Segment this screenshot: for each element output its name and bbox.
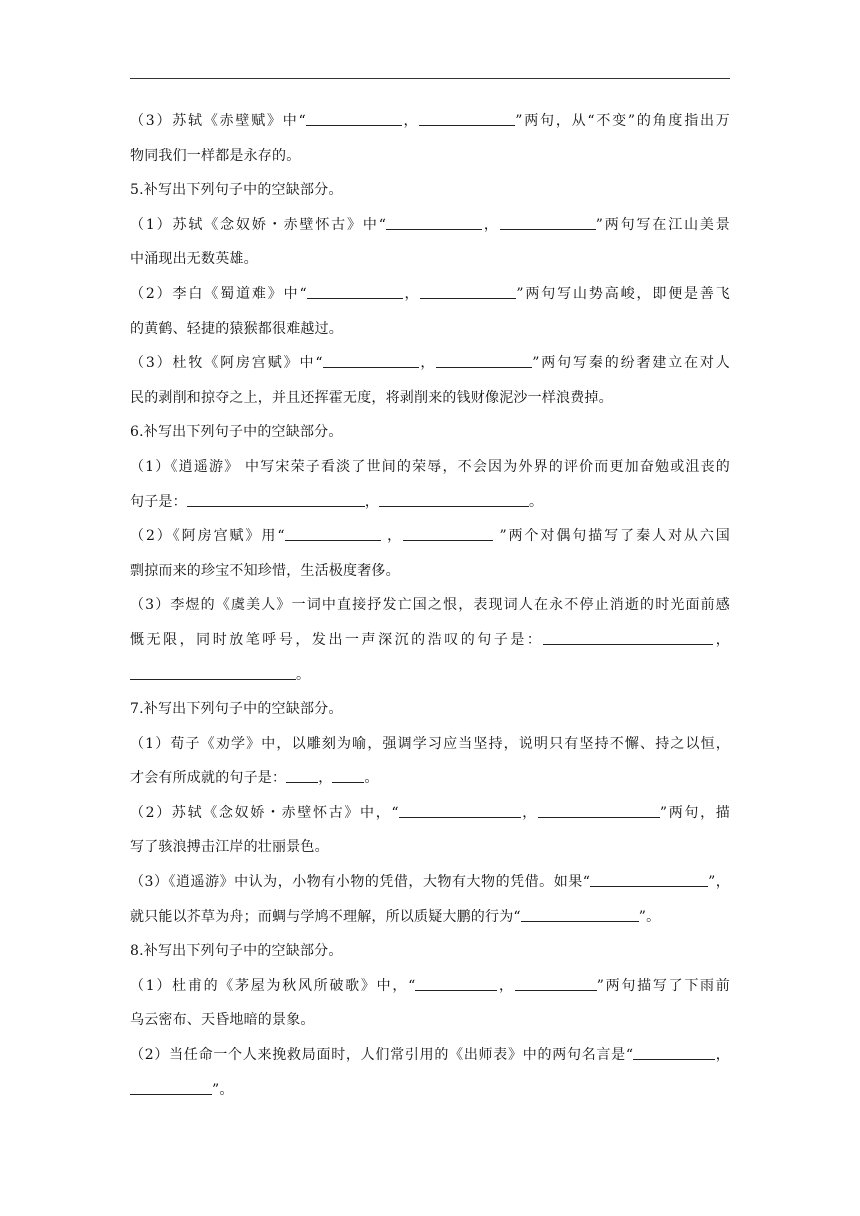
fill-in-blank xyxy=(403,526,493,541)
text-line xyxy=(130,658,730,693)
line-text: （2）《阿房宫赋》用“ xyxy=(130,528,285,545)
line-text: （1）苏轼《念奴娇・赤壁怀古》中“ xyxy=(130,216,387,233)
line-text: ”两句描写了下雨前 xyxy=(596,977,730,994)
line-text: 民的剥削和掠夺之上，并且还挥霍无度，将剥削来的钱财像泥沙一样浪费掉。 xyxy=(130,389,613,406)
line-text: 句子是： xyxy=(130,493,187,510)
line-text: 物同我们一样都是永存的。 xyxy=(130,147,301,164)
text-line xyxy=(130,346,730,381)
line-text: 就只能以芥草为舟；而蜩与学鸠不理解，所以质疑大鹏的行为“ xyxy=(130,908,521,925)
line-text: （3）李煜的《虞美人》一词中直接抒发亡国之恨，表现词人在永不停止消逝的时光面前感 xyxy=(130,597,730,614)
line-text: ”两句，描 xyxy=(659,804,730,821)
fill-in-blank xyxy=(286,768,318,783)
line-text: ”， xyxy=(708,874,730,891)
line-text: ， xyxy=(715,1047,731,1064)
line-text: ”两个对偶句描写了秦人对从六国 xyxy=(493,528,730,545)
fill-in-blank xyxy=(130,1080,212,1095)
fill-in-blank xyxy=(419,111,515,126)
line-text: ， xyxy=(713,631,731,648)
line-text: 乌云密布、天昏地暗的景象。 xyxy=(130,1012,315,1029)
fill-in-blank xyxy=(543,630,713,645)
line-text: ”两句，从“不变”的角度指出万 xyxy=(515,113,730,129)
fill-in-blank xyxy=(420,284,516,299)
text-line xyxy=(130,623,730,658)
line-text: ”。 xyxy=(638,908,661,925)
fill-in-blank xyxy=(521,907,639,922)
fill-in-blank xyxy=(332,768,364,783)
fill-in-blank xyxy=(306,111,402,126)
text-line xyxy=(130,242,730,277)
line-text: （2）当任命一个人来挽救局面时，人们常引用的《出师表》中的两句名言是“ xyxy=(130,1047,634,1064)
text-line xyxy=(130,173,730,208)
line-text: ， xyxy=(402,285,421,302)
line-text: （2）李白《蜀道难》中“ xyxy=(130,285,307,302)
fill-in-blank xyxy=(307,284,403,299)
line-text: 才会有所成就的句子是： xyxy=(130,770,287,787)
line-text: ， xyxy=(401,113,420,129)
line-text: 。 xyxy=(296,666,311,683)
line-text: 7.补写出下列句子中的空缺部分。 xyxy=(130,701,343,718)
text-line xyxy=(130,969,730,1004)
text-line xyxy=(130,519,730,554)
fill-in-blank xyxy=(386,215,482,230)
text-line xyxy=(130,415,730,450)
fill-in-blank xyxy=(500,215,596,230)
line-text: （3）《逍遥游》中认为，小物有小物的凭借，大物有大物的凭借。如果“ xyxy=(130,874,591,891)
line-text: 慨无限，同时放笔呼号，发出一声深沉的浩叹的句子是： xyxy=(130,631,544,648)
line-text: 的黄鹤、轻捷的猿猴都很难越过。 xyxy=(130,320,343,337)
line-text: （3）苏轼《赤壁赋》中“ xyxy=(130,113,306,129)
text-line xyxy=(130,1038,730,1073)
document-body xyxy=(130,104,730,1107)
line-text: ”。 xyxy=(212,1081,234,1098)
line-text: ， xyxy=(497,977,515,994)
line-text: ， xyxy=(520,804,538,821)
text-line xyxy=(130,381,730,416)
line-text: ”两句写秦的纷奢建立在对人 xyxy=(532,355,731,372)
text-line xyxy=(130,1073,730,1108)
text-line xyxy=(130,900,730,935)
fill-in-blank xyxy=(130,665,296,680)
fill-in-blank xyxy=(590,872,708,887)
line-text: （1）《逍遥游》 中写宋荣子看淡了世间的荣辱，不会因为外界的评价而更加奋勉或沮丧的 xyxy=(130,458,730,475)
line-text: ， xyxy=(380,528,404,545)
line-text: 。 xyxy=(364,770,379,787)
text-line xyxy=(130,830,730,865)
line-text: 8.补写出下列句子中的空缺部分。 xyxy=(130,943,343,960)
line-text: ， xyxy=(318,770,333,787)
header-rule xyxy=(130,78,730,79)
fill-in-blank xyxy=(633,1045,715,1060)
text-line xyxy=(130,104,730,139)
text-line xyxy=(130,796,730,831)
line-text: （1）杜甫的《茅屋为秋风所破歌》中，“ xyxy=(130,977,416,994)
text-line xyxy=(130,692,730,727)
fill-in-blank xyxy=(415,976,497,991)
fill-in-blank xyxy=(323,353,419,368)
fill-in-blank xyxy=(399,803,521,818)
line-text: 中涌现出无数英雄。 xyxy=(130,251,258,268)
line-text: （3）杜牧《阿房宫赋》中“ xyxy=(130,355,323,372)
text-line xyxy=(130,139,730,174)
line-text: 剽掠而来的珍宝不知珍惜，生活极度奢侈。 xyxy=(130,562,400,579)
line-text: 6.补写出下列句子中的空缺部分。 xyxy=(130,424,343,441)
line-text: ”两句写山势高峻，即便是善飞 xyxy=(516,285,730,302)
line-text: ”两句写在江山美景 xyxy=(595,216,731,233)
line-text: 。 xyxy=(529,493,544,510)
fill-in-blank xyxy=(285,526,381,541)
line-text: （1）荀子《劝学》中，以雕刻为喻，强调学习应当坚持，说明只有坚持不懈、持之以恒， xyxy=(130,735,730,752)
text-line xyxy=(130,727,730,762)
line-text: 5.补写出下列句子中的空缺部分。 xyxy=(130,182,343,199)
text-line xyxy=(130,1003,730,1038)
line-text: 写了骇浪搏击江岸的壮丽景色。 xyxy=(130,839,329,856)
text-line xyxy=(130,588,730,623)
line-text: ， xyxy=(482,216,500,233)
text-line xyxy=(130,208,730,243)
text-line xyxy=(130,312,730,347)
fill-in-blank xyxy=(515,976,597,991)
text-line xyxy=(130,485,730,520)
fill-in-blank xyxy=(379,492,529,507)
fill-in-blank xyxy=(538,803,660,818)
text-line xyxy=(130,865,730,900)
line-text: ， xyxy=(364,493,380,510)
text-line xyxy=(130,277,730,312)
text-line xyxy=(130,934,730,969)
text-line xyxy=(130,761,730,796)
text-line xyxy=(130,450,730,485)
fill-in-blank xyxy=(187,492,365,507)
fill-in-blank xyxy=(436,353,532,368)
line-text: ， xyxy=(418,355,437,372)
text-line xyxy=(130,554,730,589)
line-text: （2）苏轼《念奴娇・赤壁怀古》中，“ xyxy=(130,804,399,821)
